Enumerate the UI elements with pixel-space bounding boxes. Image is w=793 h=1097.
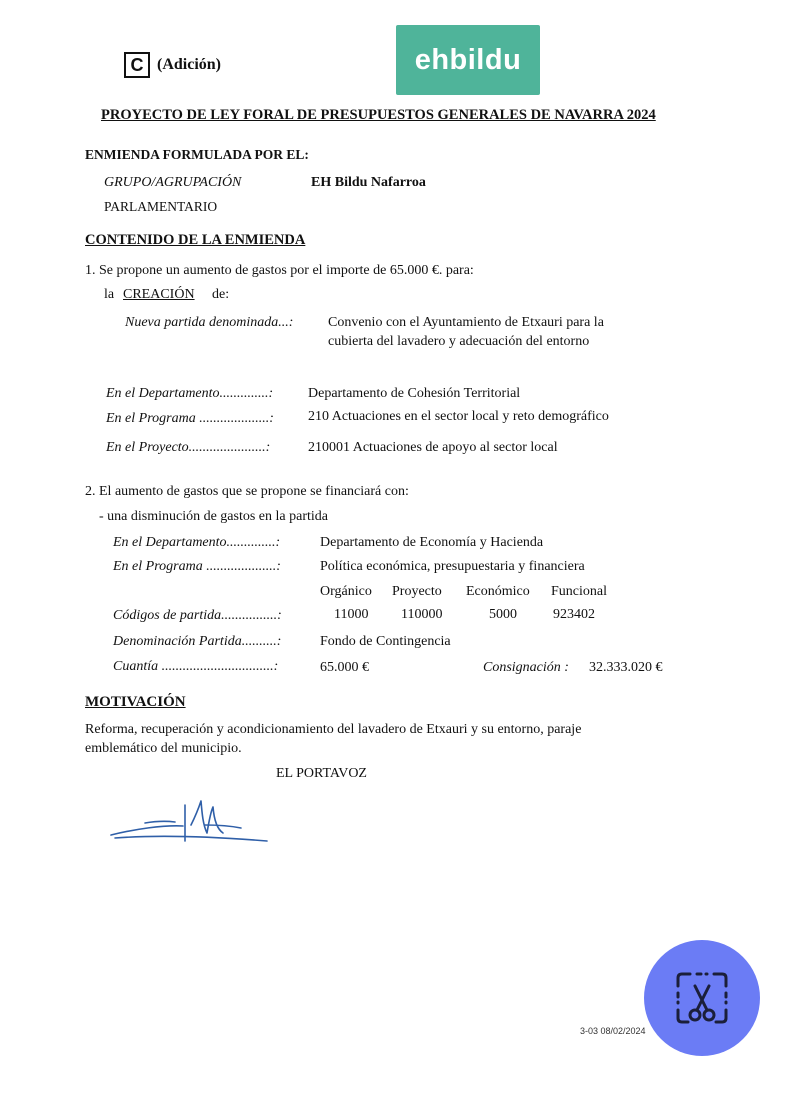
code-value-organico: 11000 [334,607,369,622]
departamento-value: Departamento de Cohesión Territorial [308,386,521,401]
motivacion-heading: MOTIVACIÓN [85,694,186,710]
nueva-partida-value-1: Convenio con el Ayuntamiento de Etxauri para la [328,315,604,330]
departamento-label: En el Departamento..............: [106,386,274,401]
item1-text: 1. Se propone un aumento de gastos por el importe de 65.000 €. para: [85,263,474,278]
de-text: de: [212,287,230,302]
departamento2-label: En el Departamento..............: [113,535,281,550]
nueva-partida-value-2: cubierta del lavadero y adecuación del entorno [328,334,590,349]
grupo-value: EH Bildu Nafarroa [311,175,426,190]
programa-value: 210 Actuaciones en el sector local y reto demográfico [308,409,609,424]
code-header-economico: Económico [466,584,530,599]
creacion-text: CREACIÓN [123,287,195,302]
la-text: la [104,287,115,302]
code-header-organico: Orgánico [320,584,372,599]
codigos-label: Códigos de partida................: [113,608,282,623]
portavoz-label: EL PORTAVOZ [276,766,367,781]
consignacion-label: Consignación : [483,660,569,675]
screenshot-button[interactable] [644,940,760,1056]
document-title: PROYECTO DE LEY FORAL DE PRESUPUESTOS GENERALES DE NAVARRA 2024 [101,107,656,123]
departamento2-value: Departamento de Economía y Hacienda [320,535,544,550]
code-value-funcional: 923402 [553,607,595,622]
ehbildu-logo: ehbildu [396,25,540,95]
document-stamp: 3-03 08/02/2024 [580,1026,646,1036]
code-value-proyecto: 110000 [401,607,443,622]
proyecto-label: En el Proyecto......................: [106,440,271,455]
parlamentario-label: PARLAMENTARIO [104,199,218,214]
motivacion-text-2: emblemático del municipio. [85,741,242,756]
signature [105,795,275,850]
denominacion-label: Denominación Partida..........: [113,634,282,649]
programa2-value: Política económica, presupuestaria y financiera [320,559,585,574]
code-value-economico: 5000 [489,607,517,622]
formulada-heading: ENMIENDA FORMULADA POR EL: [85,147,309,162]
disminucion-text: - una disminución de gastos en la partida [99,509,328,524]
grupo-label: GRUPO/AGRUPACIÓN [104,175,242,190]
motivacion-text-1: Reforma, recuperación y acondicionamiento del lavadero de Etxauri y su entorno, paraje [85,722,582,737]
nueva-partida-label: Nueva partida denominada...: [125,315,294,330]
programa2-label: En el Programa ....................: [113,559,281,574]
amendment-letter-box: C [124,52,150,78]
item2-text: 2. El aumento de gastos que se propone se financiará con: [85,484,409,499]
cuantia-value: 65.000 € [320,660,369,675]
denominacion-value: Fondo de Contingencia [320,634,451,649]
amendment-type: (Adición) [157,56,221,73]
screenshot-scissors-icon [674,970,730,1026]
proyecto-value: 210001 Actuaciones de apoyo al sector local [308,440,558,455]
contenido-heading: CONTENIDO DE LA ENMIENDA [85,232,306,248]
consignacion-value: 32.333.020 € [589,660,663,675]
cuantia-label: Cuantía ................................: [113,659,279,674]
code-header-funcional: Funcional [551,584,607,599]
programa-label: En el Programa ....................: [106,411,274,426]
code-header-proyecto: Proyecto [392,584,442,599]
